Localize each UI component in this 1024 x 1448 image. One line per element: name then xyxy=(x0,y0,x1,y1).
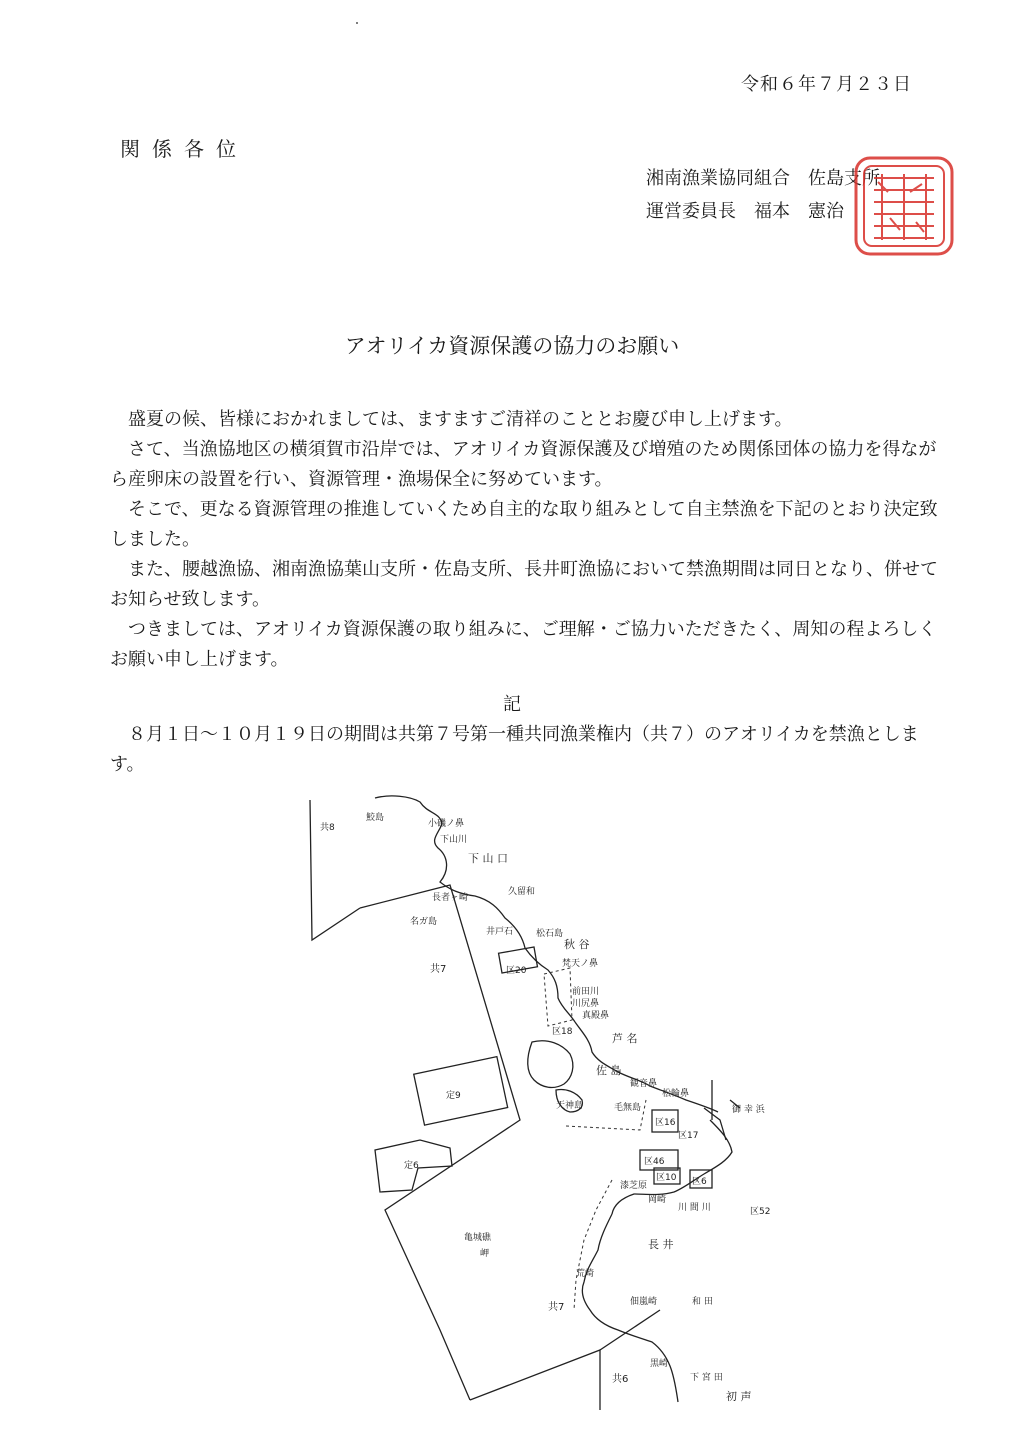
map-label-jo9: 定9 xyxy=(446,1091,461,1101)
map-label-kyo6: 共6 xyxy=(612,1374,629,1385)
map-label-ashina: 芦 名 xyxy=(612,1032,638,1045)
map-label-jo6: 定6 xyxy=(404,1161,419,1171)
map-label-ku46: 区46 xyxy=(644,1157,665,1167)
map-label-shimoyamagawa: 下山川 xyxy=(440,835,468,845)
map-label-tenjinjima: 天神島 xyxy=(556,1101,584,1111)
addressee: 関係各位 xyxy=(120,137,248,161)
map-label-arasaki: 荒崎 xyxy=(576,1269,595,1279)
map-label-sashima-hana: 真殿鼻 xyxy=(582,1011,610,1021)
map-label-nagai: 長 井 xyxy=(648,1238,674,1251)
map-label-kanzaki: 観音鼻 xyxy=(630,1079,658,1089)
boundary-kyo8 xyxy=(310,800,360,940)
coastline-north xyxy=(375,796,575,1022)
document-title: アオリイカ資源保護の協力のお願い xyxy=(344,334,680,358)
map-label-naga: 名ガ島 xyxy=(410,917,438,927)
map-label-akiya: 秋 谷 xyxy=(564,938,590,951)
map-label-kekamijima: 毛無島 xyxy=(614,1103,642,1113)
map-label-kobato: 小磯ノ鼻 xyxy=(428,819,465,829)
paragraph-related-coops: また、腰越漁協、湘南漁協葉山支所・佐島支所、長井町漁協において禁漁期間は同日となり、併せてお知らせ致します。 xyxy=(110,559,938,610)
paragraph-request: つきましては、アオリイカ資源保護の取り組みに、ご理解・ご協力いただきたく、周知の程よろしくお願い申し上げます。 xyxy=(110,619,937,670)
map-label-miyuki: 御 幸 浜 xyxy=(732,1105,765,1115)
harbor-breakwater xyxy=(704,1108,726,1140)
scan-speck xyxy=(356,22,358,24)
map-label-kamekiiso: 亀城礁 xyxy=(464,1233,492,1243)
map-label-kou: 岬 xyxy=(480,1249,490,1259)
map-label-ku10: 区10 xyxy=(656,1173,677,1183)
official-seal-icon xyxy=(850,152,958,260)
paragraph-decision: そこで、更なる資源管理の推進していくため自主的な取り組みとして自主禁漁を下記のとおり決定致しました。 xyxy=(110,499,938,550)
paragraph-greeting: 盛夏の候、皆様におかれましては、ますますご清祥のこととお慶び申し上げます。 xyxy=(128,409,793,430)
map-label-kunishiba: 漆芝原 xyxy=(620,1181,648,1191)
map-label-kawashiri: 川尻鼻 xyxy=(572,999,600,1009)
map-label-ku18: 区18 xyxy=(552,1027,573,1037)
closing-paragraph: ８月１日～１０月１９日の期間は共第７号第一種共同漁業権内（共７）のアオリイカを禁漁とします。 xyxy=(110,724,919,775)
map-label-tajiri: 佃嵐崎 xyxy=(630,1297,658,1307)
map-label-zushi: 鮫島 xyxy=(366,813,385,823)
map-label-kyo7-south: 共7 xyxy=(548,1302,565,1313)
coastline-nagai xyxy=(612,1120,732,1214)
ki-heading: 記 xyxy=(503,694,521,715)
map-label-okazaki: 岡崎 xyxy=(648,1195,667,1205)
map-label-hatsukoe: 初 声 xyxy=(726,1390,752,1403)
map-label-sajima: 佐 島 xyxy=(596,1064,622,1077)
map-label-idoishi: 井戸石 xyxy=(486,927,514,937)
sajima-peninsula xyxy=(528,1041,573,1088)
boundary-kyo7-west xyxy=(360,885,520,1400)
sender-block xyxy=(646,162,880,228)
map-label-matsuishi: 松石島 xyxy=(536,929,564,939)
map-label-kyo8: 共8 xyxy=(320,823,335,833)
boundary-kyo6 xyxy=(600,1310,660,1350)
map-label-shimomiyada: 下 宮 田 xyxy=(690,1373,723,1383)
boundary-kyo7-south xyxy=(470,1350,600,1410)
map-label-shimoyamaguchi: 下 山 口 xyxy=(468,852,508,865)
map-label-maedagawa: 前田川 xyxy=(572,987,600,997)
sender-organization: 湘南漁業協同組合 佐島支所 xyxy=(646,168,880,189)
map-label-chojagasaki: 長者ヶ崎 xyxy=(432,893,469,903)
body-text xyxy=(110,405,940,675)
document-date: 令和６年７月２３日 xyxy=(741,74,912,95)
map-label-kuwa: 久留和 xyxy=(508,887,536,897)
dashed-nagai xyxy=(574,1180,612,1310)
map-label-wada: 和 田 xyxy=(692,1297,713,1307)
map-label-ku20: 区20 xyxy=(506,966,527,976)
map-label-matsukura: 松輪鼻 xyxy=(662,1089,690,1099)
map-label-ku17: 区17 xyxy=(678,1131,699,1141)
map-label-tenjin-hana: 梵天ノ鼻 xyxy=(562,959,599,969)
map-label-kawamagawa: 川 間 川 xyxy=(678,1203,711,1213)
paragraph-background: さて、当漁協地区の横須賀市沿岸では、アオリイカ資源保護及び増殖のため関係団体の協力を得ながら産卵床の設置を行い、資源管理・漁場保全に努めています。 xyxy=(110,439,937,490)
map-label-kurosaki: 黒崎 xyxy=(650,1359,669,1369)
sender-person: 運営委員長 福本 憲治 xyxy=(646,201,844,222)
closing-text xyxy=(110,720,940,780)
fishing-area-map xyxy=(300,790,780,1410)
map-label-ku52: 区52 xyxy=(750,1207,771,1217)
map-label-ku6: 区6 xyxy=(692,1177,707,1187)
map-label-ku16: 区16 xyxy=(655,1118,676,1128)
map-label-kyo7-north: 共7 xyxy=(430,964,447,975)
